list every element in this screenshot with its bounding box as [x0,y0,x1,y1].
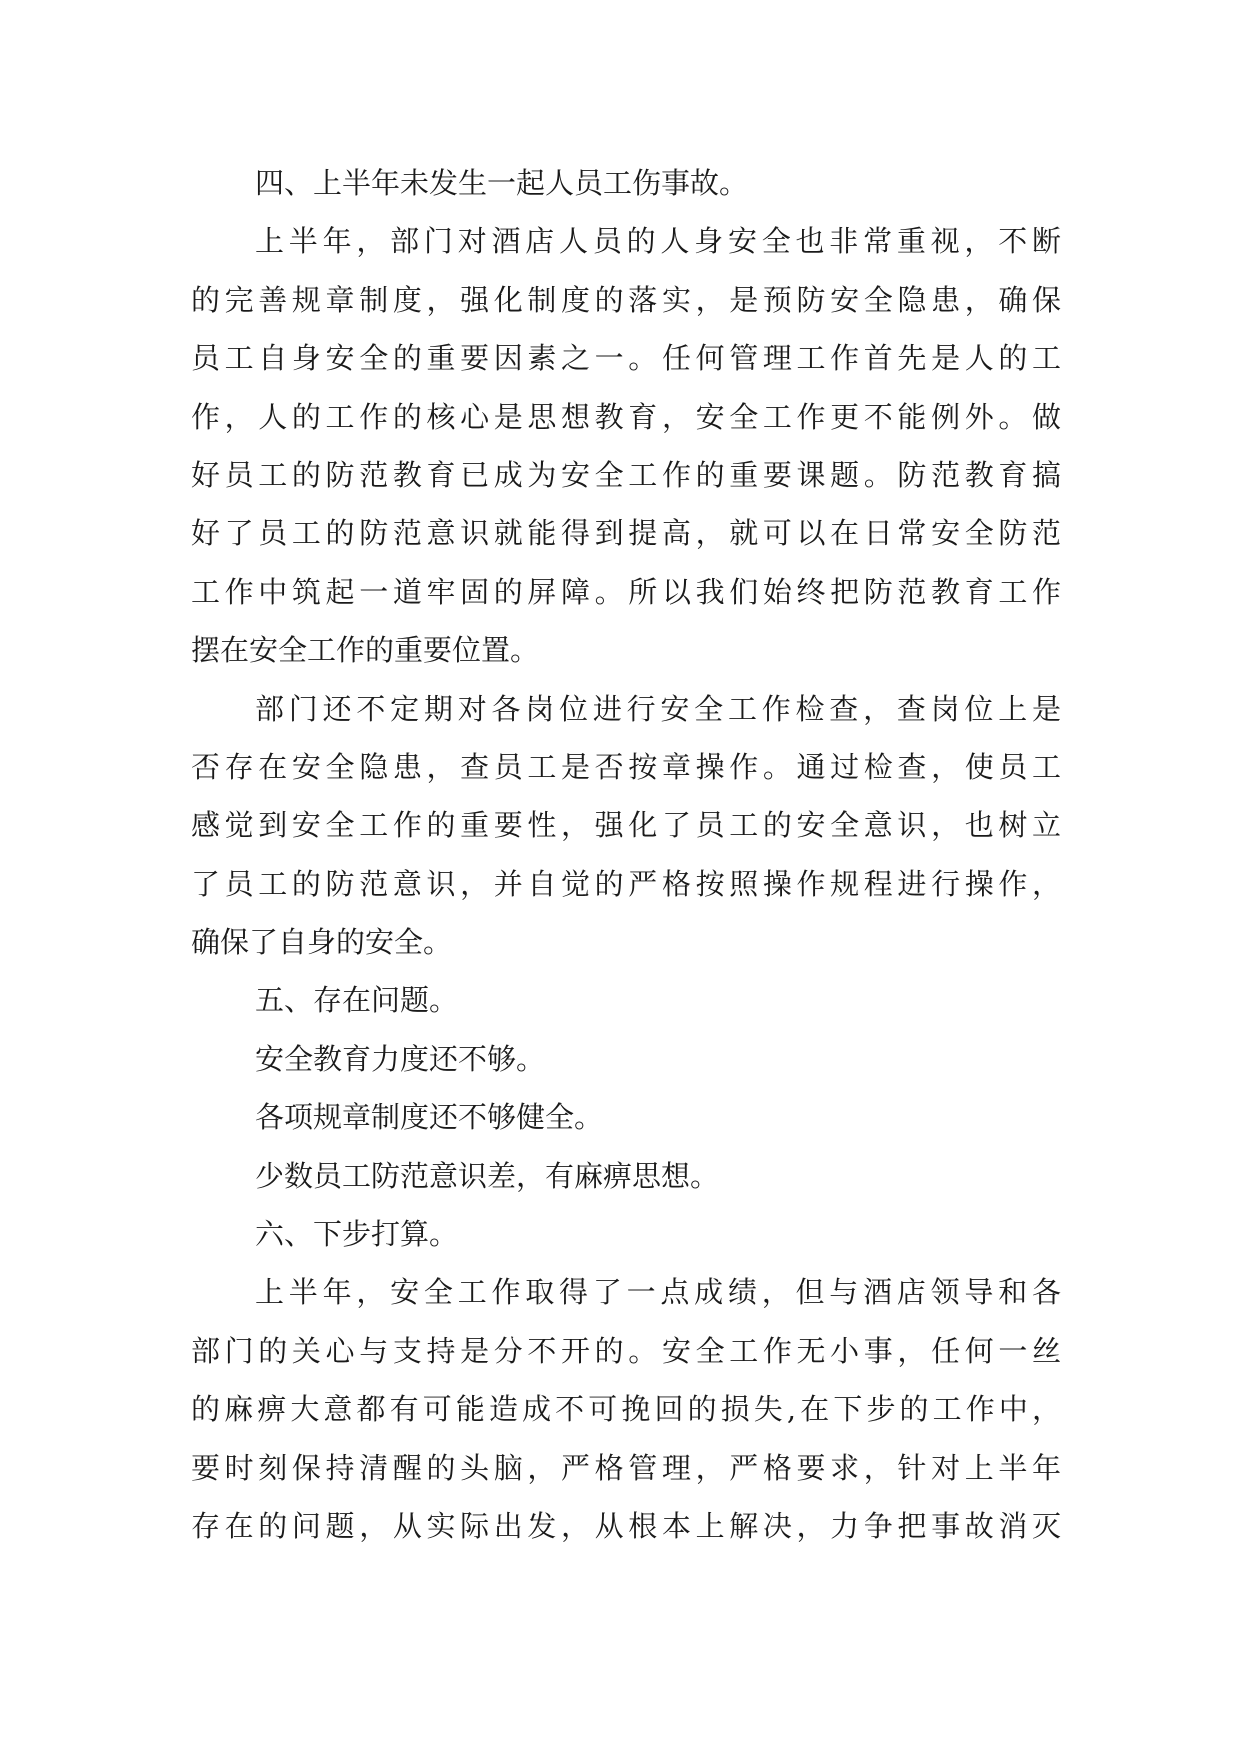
paragraph-line: 感觉到安全工作的重要性，强化了员工的安全意识，也树立 [191,808,1061,843]
paragraph-line: 部门的关心与支持是分不开的。安全工作无小事，任何一丝 [191,1333,1061,1368]
paragraph-line: 存在的问题，从实际出发，从根本上解决，力争把事故消灭 [191,1508,1061,1543]
section-heading-4: 四、上半年未发生一起人员工伤事故。 [255,166,749,200]
paragraph-line: 否存在安全隐患，查员工是否按章操作。通过检查，使员工 [191,749,1061,784]
list-item: 各项规章制度还不够健全。 [255,1100,604,1135]
paragraph-line: 确保了自身的安全。 [191,925,453,960]
paragraph-line: 好员工的防范教育已成为安全工作的重要课题。防范教育搞 [191,457,1061,492]
paragraph-line: 员工自身安全的重要因素之一。任何管理工作首先是人的工 [191,341,1061,376]
paragraph-line: 的麻痹大意都有可能造成不可挽回的损失,在下步的工作中， [191,1392,1061,1427]
paragraph-line: 要时刻保持清醒的头脑，严格管理，严格要求，针对上半年 [191,1450,1061,1485]
paragraph-line: 上半年，安全工作取得了一点成绩，但与酒店领导和各 [255,1275,1061,1310]
paragraph-line: 作，人的工作的核心是思想教育，安全工作更不能例外。做 [191,399,1061,434]
paragraph-line: 上半年，部门对酒店人员的人身安全也非常重视，不断 [255,224,1061,259]
paragraph-line: 部门还不定期对各岗位进行安全工作检查，查岗位上是 [255,691,1061,726]
paragraph-line: 了员工的防范意识，并自觉的严格按照操作规程进行操作， [191,866,1061,901]
list-item: 安全教育力度还不够。 [255,1041,546,1076]
body-text [191,154,1061,1555]
section-heading-5: 五、存在问题。 [255,983,459,1018]
paragraph-line: 好了员工的防范意识就能得到提高，就可以在日常安全防范 [191,516,1061,551]
section-heading-6: 六、下步打算。 [255,1217,459,1252]
paragraph-line: 的完善规章制度，强化制度的落实，是预防安全隐患，确保 [191,282,1061,317]
list-item: 少数员工防范意识差，有麻痹思想。 [255,1158,720,1193]
paragraph-line: 工作中筑起一道牢固的屏障。所以我们始终把防范教育工作 [191,574,1061,609]
paragraph-line: 摆在安全工作的重要位置。 [191,633,540,668]
